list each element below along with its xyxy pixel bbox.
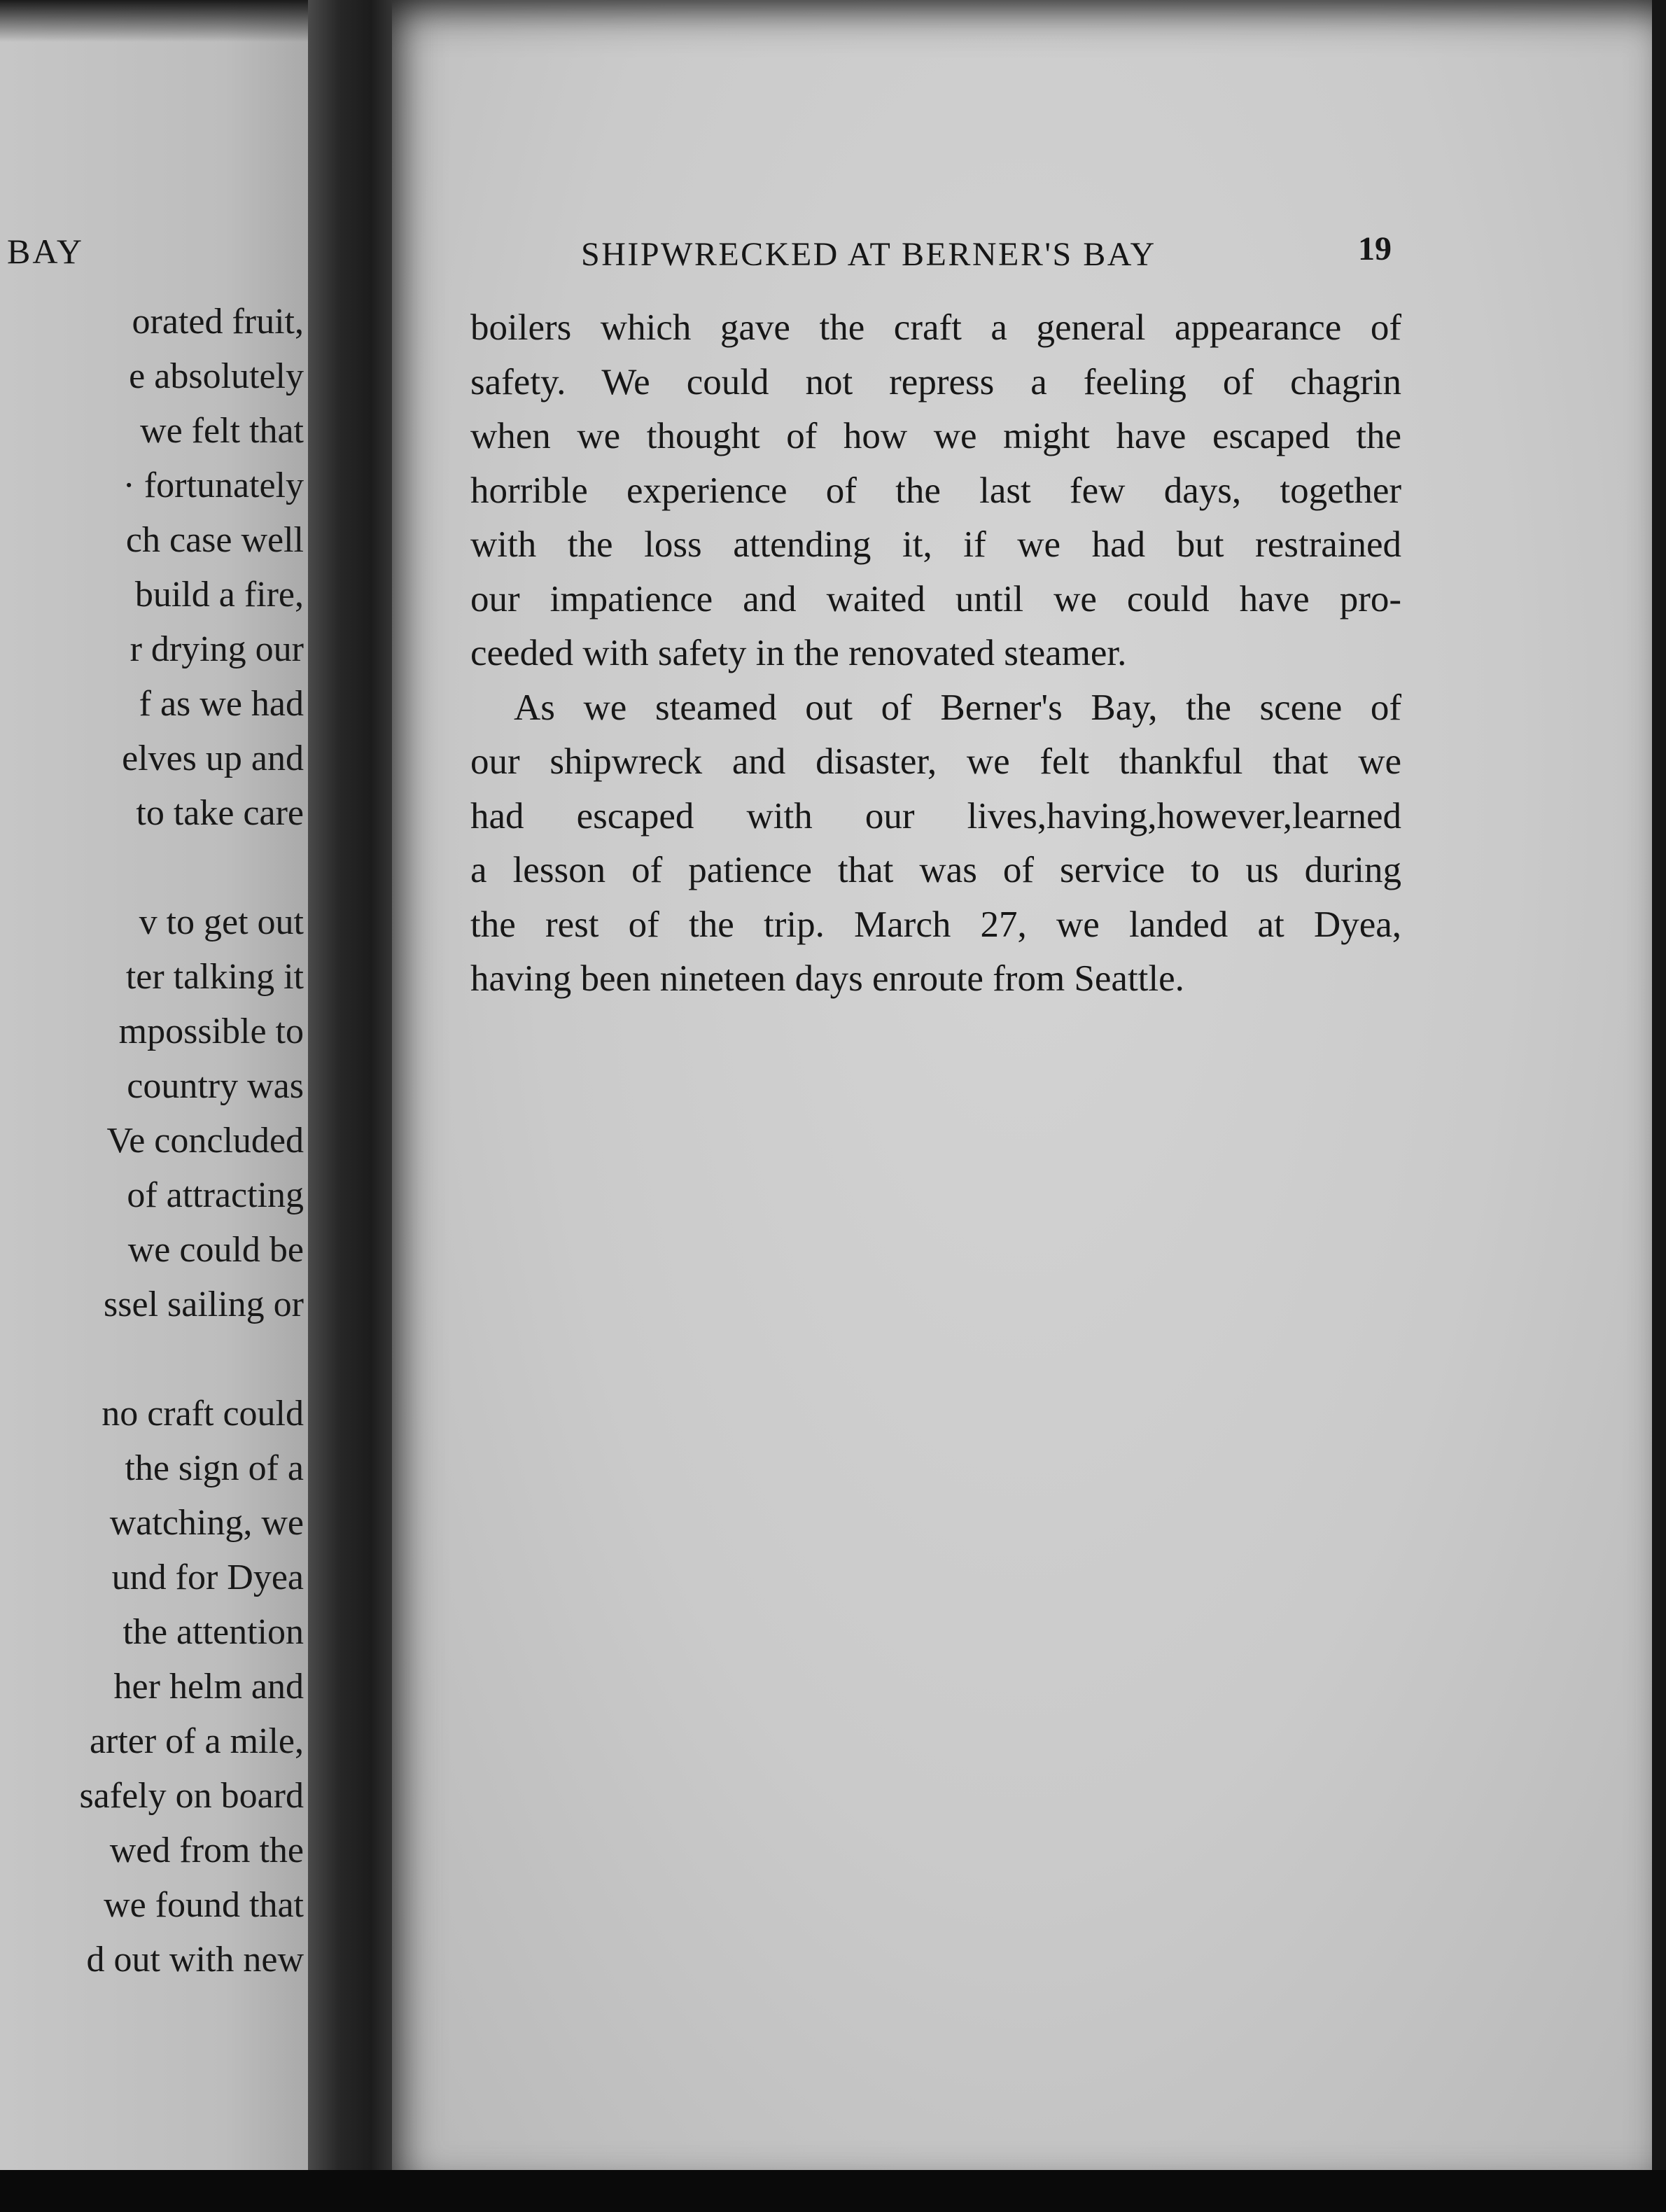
left-text-line: ter talking it — [125, 957, 304, 997]
text-line: As we steamed out of Berner's Bay, the scene of — [514, 687, 1401, 728]
left-text-line: we could be — [127, 1230, 304, 1270]
left-running-head: BAY — [7, 232, 84, 271]
page-number: 19 — [1358, 230, 1392, 267]
text-line: the rest of the trip. March 27, we landed at Dyea, — [470, 904, 1401, 945]
left-text-line: of attracting — [127, 1175, 304, 1215]
left-text-line: f as we had — [139, 684, 304, 724]
text-line: boilers which gave the craft a general appearance of — [470, 307, 1401, 348]
text-line: our impatience and waited until we could have pro- — [470, 578, 1401, 620]
paragraph-1 — [470, 301, 1401, 681]
text-line: safety. We could not repress a feeling of chagrin — [470, 361, 1401, 402]
left-text-line: the attention — [122, 1612, 304, 1652]
text-line: having been nineteen days enroute from Seattle. — [470, 958, 1184, 999]
left-text-line: the sign of a — [125, 1448, 304, 1488]
text-line: had escaped with our lives,having,however,learned — [470, 795, 1401, 836]
left-facing-page — [0, 0, 322, 2212]
left-text-line: v to get out — [139, 902, 304, 942]
left-text-line: mpossible to — [118, 1011, 304, 1051]
left-text-line: ch case well — [125, 520, 304, 560]
left-text-line: ssel sailing or — [104, 1284, 304, 1324]
left-text-line: wed from the — [109, 1830, 304, 1870]
left-text-line: und for Dyea — [111, 1558, 304, 1597]
left-text-line: Ve concluded — [106, 1121, 304, 1161]
text-line: a lesson of patience that was of service to us during — [470, 850, 1401, 890]
left-text-line: we felt that — [140, 411, 304, 451]
text-line: ceeded with safety in the renovated steamer. — [470, 633, 1127, 673]
left-text-line: watching, we — [109, 1503, 304, 1543]
left-text-line: we found that — [104, 1885, 304, 1925]
running-head: SHIPWRECKED AT BERNER'S BAY — [581, 236, 1156, 273]
text-line: when we thought of how we might have escaped the — [470, 416, 1401, 456]
left-text-line: e absolutely — [129, 356, 304, 396]
left-text-line: · fortunately — [122, 465, 304, 505]
text-line: our shipwreck and disaster, we felt thankful that we — [470, 741, 1401, 782]
left-text-line: safely on board — [79, 1776, 304, 1816]
left-text-line: arter of a mile, — [89, 1721, 304, 1761]
left-text-line: r drying our — [130, 629, 304, 669]
paragraph-2 — [470, 681, 1401, 1007]
page-body — [470, 301, 1401, 1007]
scan-bottom-edge — [0, 2170, 1666, 2212]
left-text-line: d out with new — [86, 1940, 304, 1980]
left-text-line: country was — [127, 1066, 304, 1106]
left-text-line: build a fire, — [134, 575, 304, 615]
left-text-line: orated fruit, — [132, 302, 304, 342]
left-text-line: to take care — [136, 793, 304, 833]
left-text-line: no craft could — [102, 1394, 304, 1434]
text-line: with the loss attending it, if we had but restrained — [470, 524, 1401, 565]
left-text-line: elves up and — [122, 738, 304, 778]
text-line: horrible experience of the last few days, together — [470, 470, 1401, 511]
left-text-line: her helm and — [113, 1667, 304, 1707]
